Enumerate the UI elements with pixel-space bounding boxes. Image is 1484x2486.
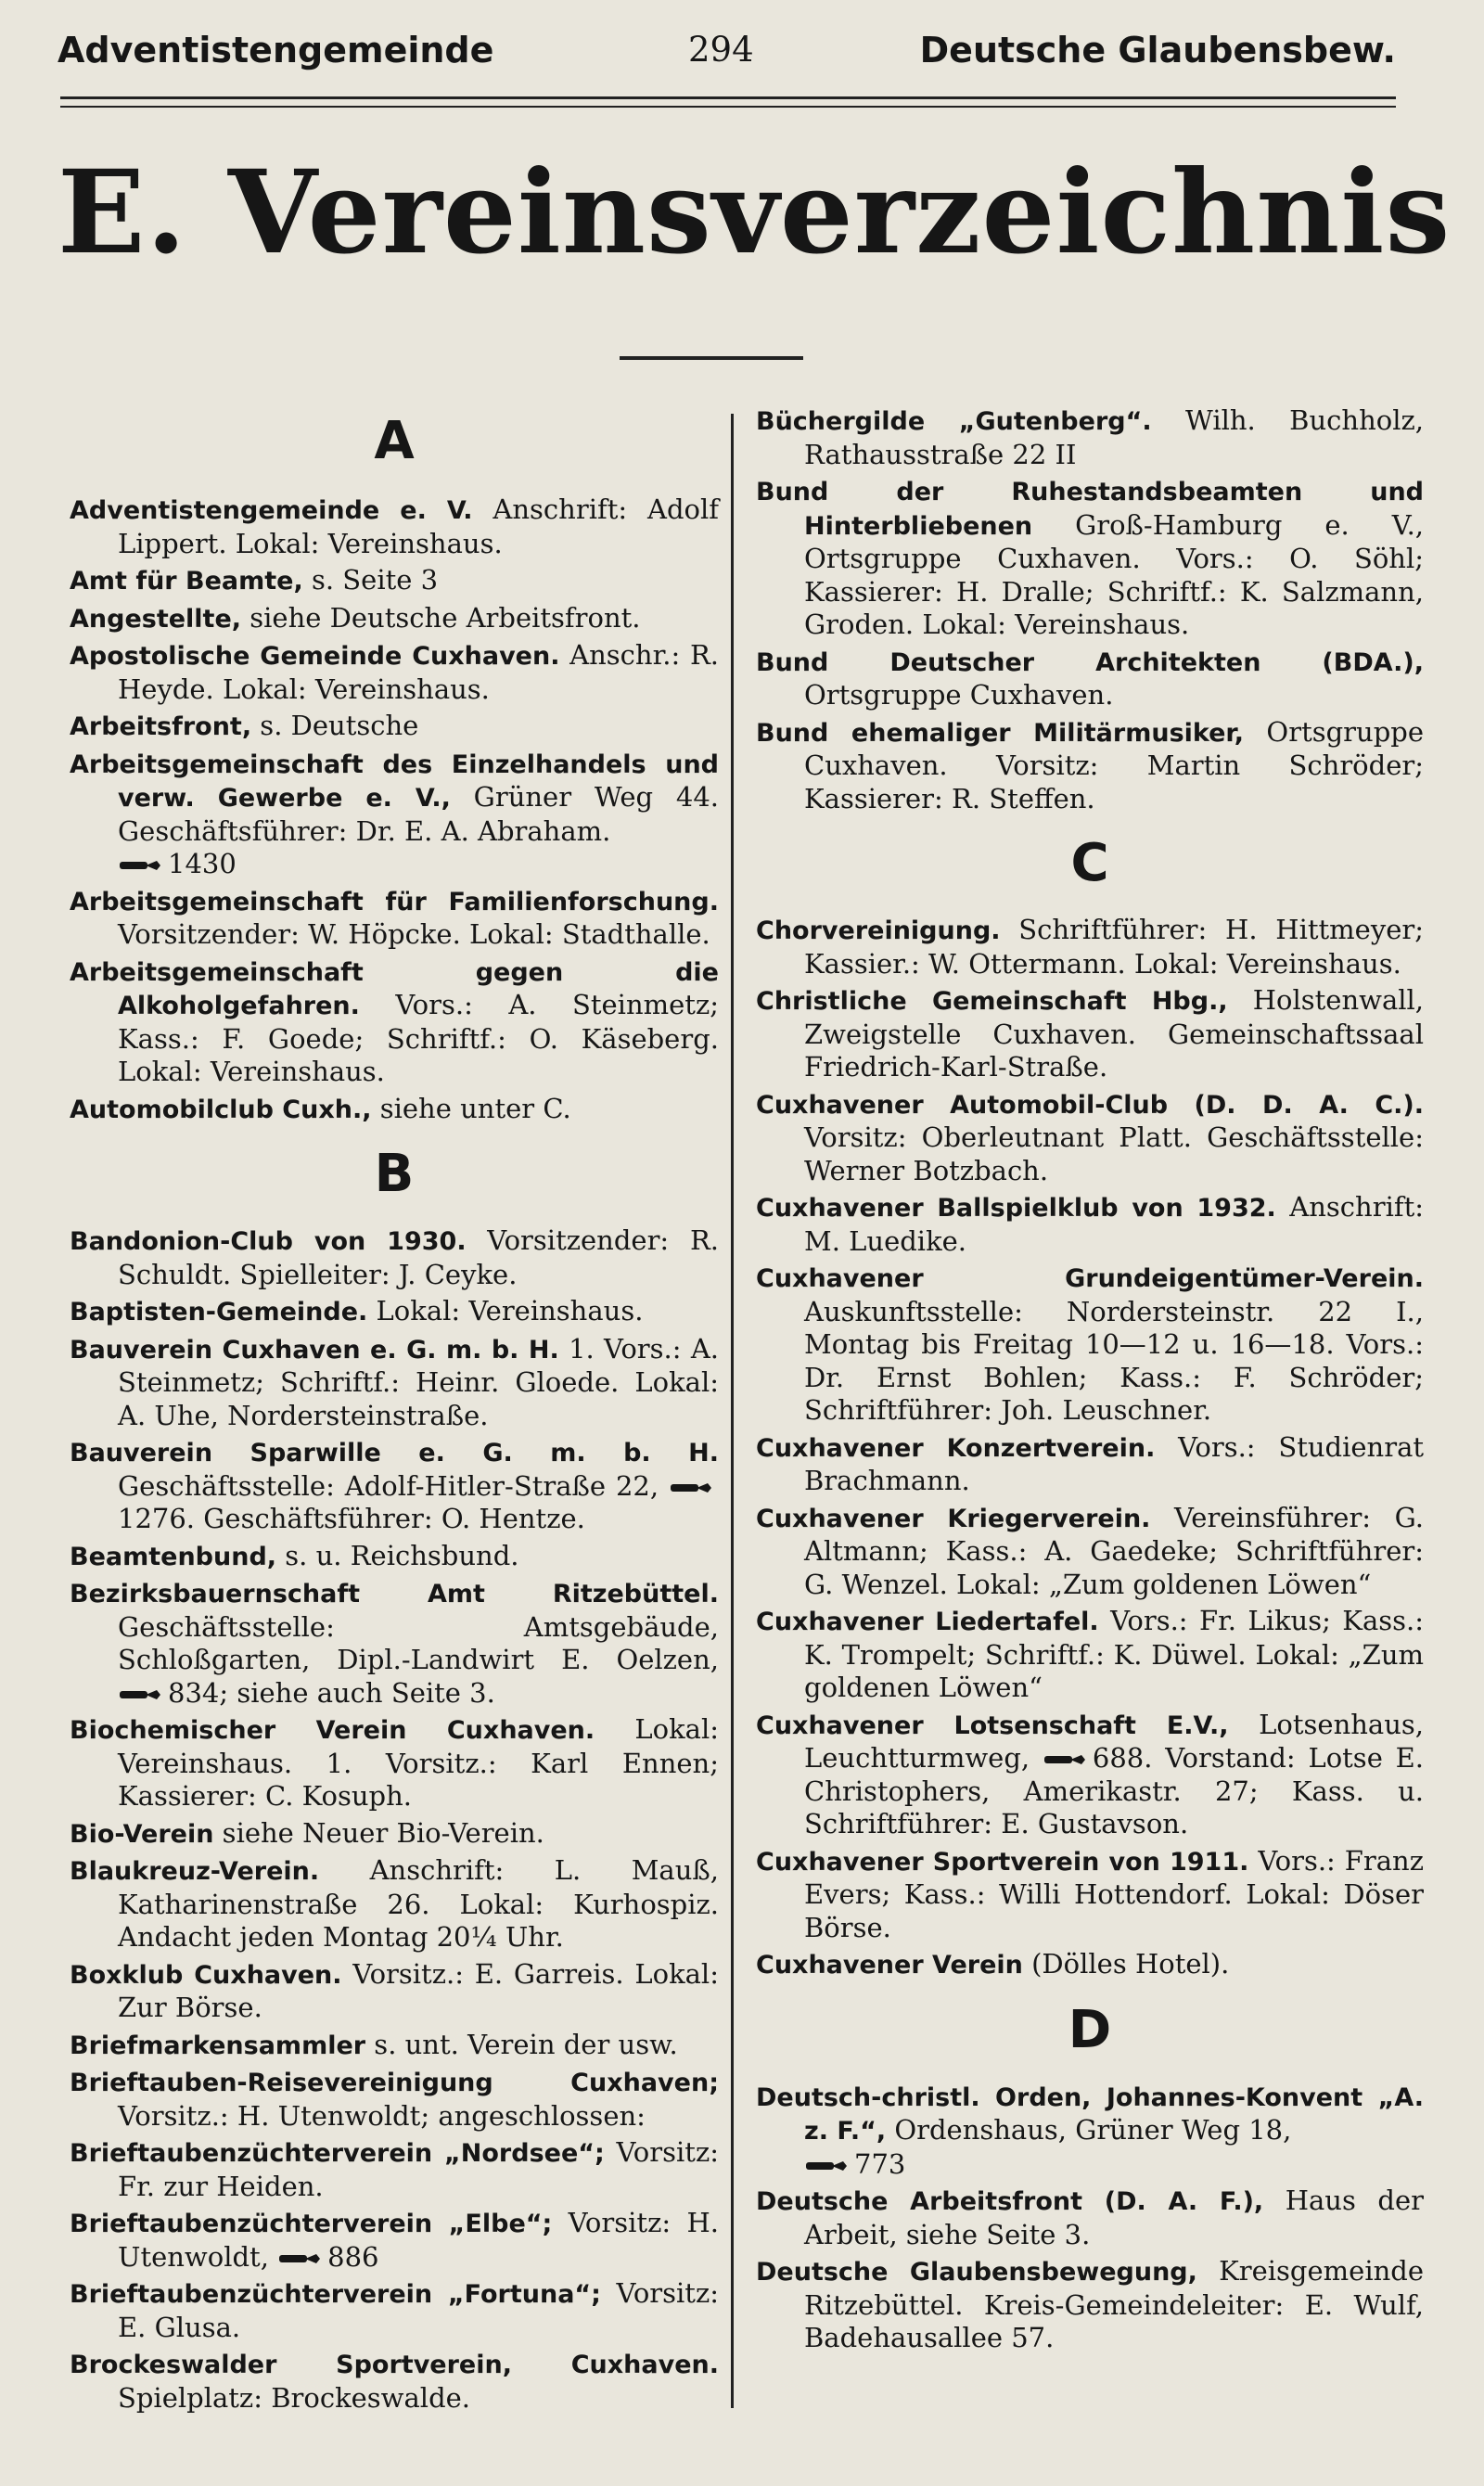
entry-name: Arbeitsgemeinschaft für Familienforschung. xyxy=(70,887,719,916)
entry-text: Geschäftsstelle: Amtsgebäude, Schloßgarten, Dipl.-Landwirt E. Oelzen, xyxy=(118,1610,719,1675)
directory-entry xyxy=(756,2081,1424,2182)
entry-name: Boxklub Cuxhaven. xyxy=(70,1960,342,1990)
directory-entry xyxy=(756,1948,1424,1982)
directory-entry xyxy=(756,404,1424,471)
directory-entry xyxy=(70,2348,719,2415)
directory-entry xyxy=(70,1577,719,1710)
entry-text: Vorsitzender: R. Schuldt. Spielleiter: J. Ceyke. xyxy=(118,1224,719,1290)
directory-entry xyxy=(70,564,719,598)
entry-text: Vorsitz.: H. Utenwoldt; angeschlossen: xyxy=(118,2099,646,2132)
entry-name: Bauverein Cuxhaven e. G. m. b. H. xyxy=(70,1335,559,1365)
header-rule-bottom xyxy=(60,106,1396,108)
directory-entry xyxy=(756,1502,1424,1602)
entry-name: Apostolische Gemeinde Cuxhaven. xyxy=(70,642,560,671)
entry-text: siehe Neuer Bio-Verein. xyxy=(213,1816,544,1849)
directory-entry xyxy=(70,2066,719,2133)
entry-text: Vorsitzender: W. Höpcke. Lokal: Stadthalle. xyxy=(118,918,710,950)
directory-entry xyxy=(70,639,719,706)
directory-entry xyxy=(70,710,719,744)
section-letter: A xyxy=(374,411,415,471)
entry-text: Vorsitz: E. Glusa. xyxy=(118,2277,720,2343)
page-title: E. Vereinsverzeichnis xyxy=(58,146,1452,280)
entry-name: Cuxhavener Ballspielklub von 1932. xyxy=(756,1194,1276,1223)
entry-name: Deutsche Glaubensbewegung, xyxy=(756,2258,1197,2287)
directory-entry xyxy=(70,1958,719,2025)
entry-text: siehe Deutsche Arbeitsfront. xyxy=(241,601,641,634)
running-head-right: Deutsche Glaubensbew. xyxy=(919,30,1396,70)
entry-text: s. unt. Verein der usw. xyxy=(365,2028,678,2060)
entry-name: Bezirksbauernschaft Amt Ritzebüttel. xyxy=(70,1580,719,1608)
entry-text: 1. Vors.: A. Steinmetz; Schriftf.: Heinr. Gloede. Lokal: A. Uhe, Nordersteinstraße. xyxy=(118,1332,719,1431)
directory-entry xyxy=(70,2029,719,2063)
directory-entry xyxy=(70,1817,719,1852)
directory-entry xyxy=(70,955,719,1089)
entry-text: s. Deutsche xyxy=(251,710,419,741)
entry-name: Briefmarkensammler xyxy=(70,2031,366,2060)
entry-name: Deutsch-christl. Orden, Johannes-Konvent „A. z. F.“, xyxy=(756,2082,1424,2146)
directory-entry xyxy=(756,475,1424,642)
phone-number: 1276. xyxy=(118,1503,196,1534)
entry-name: Automobilclub Cuxh., xyxy=(70,1095,372,1124)
entry-name: Cuxhavener Grundeigentümer-Verein. xyxy=(756,1264,1424,1293)
phone-number: 834; xyxy=(168,1676,229,1709)
directory-entry xyxy=(70,1093,719,1127)
entry-text: s. Seite 3 xyxy=(302,564,439,596)
section-letter: D xyxy=(1068,1999,1112,2060)
entry-text: Spielplatz: Brockeswalde. xyxy=(118,2381,471,2414)
entry-name: Brieftauben-Reisevereinigung Cuxhaven; xyxy=(70,2069,719,2097)
entry-text: Anschrift: M. Luedike. xyxy=(804,1191,1425,1257)
entry-text: Lokal: Vereinshaus. 1. Vorsitz.: Karl Ennen; Kassierer: C. Kosuph. xyxy=(118,1713,719,1812)
directory-entry xyxy=(756,1088,1424,1188)
directory-entry xyxy=(756,1191,1424,1258)
entry-name: Arbeitsgemeinschaft des Einzelhandels und verw. Gewerbe e. V., xyxy=(70,750,719,813)
entry-name: Arbeitsgemeinschaft gegen die Alkoholgefahren. xyxy=(70,957,719,1020)
directory-entry xyxy=(756,984,1424,1084)
running-head xyxy=(58,30,1396,78)
directory-entry xyxy=(756,716,1424,816)
entry-name: Bandonion-Club von 1930. xyxy=(70,1227,467,1256)
directory-entry xyxy=(756,1431,1424,1498)
entry-name: Bund der Ruhestandsbeamten und Hinterbliebenen xyxy=(756,478,1424,541)
entry-text: Vorsitz: Fr. zur Heiden. xyxy=(118,2136,719,2202)
entry-name: Bund Deutscher Architekten (BDA.), xyxy=(756,647,1424,677)
entry-name: Beamtenbund, xyxy=(70,1542,277,1571)
entry-text: Holstenwall, Zweigstelle Cuxhaven. Gemeinschaftssaal Friedrich-Karl-Straße. xyxy=(804,984,1425,1083)
running-head-left: Adventistengemeinde xyxy=(58,30,494,70)
directory-entry xyxy=(70,748,719,881)
entry-text-after: Vorstand: Lotse E. Christophers, Amerikastr. 27; Kass. u. Schriftführer: E. Gustavson. xyxy=(804,1742,1424,1839)
entry-name: Cuxhavener Automobil-Club (D. D. A. C.). xyxy=(756,1090,1424,1120)
directory-entry xyxy=(70,1436,719,1536)
entry-name: Baptisten-Gemeinde. xyxy=(70,1298,368,1326)
entry-text: Groß-Hamburg e. V., Ortsgruppe Cuxhaven. Vors.: O. Söhl; Kassierer: H. Dralle; Schriftf.: K. Salzmann, Groden. Lokal: Vereinshaus. xyxy=(804,508,1424,640)
entry-text: Vors.: Studienrat Brachmann. xyxy=(804,1430,1425,1496)
entry-name: Amt für Beamte, xyxy=(70,567,303,596)
entry-name: Christliche Gemeinschaft Hbg., xyxy=(756,987,1228,1016)
directory-entry xyxy=(70,1713,719,1813)
entry-text: Wilh. Buchholz, Rathausstraße 22 II xyxy=(804,404,1424,470)
entry-text: Haus der Arbeit, siehe Seite 3. xyxy=(804,2185,1424,2250)
directory-entry xyxy=(70,2277,719,2344)
entry-text: Lokal: Vereinshaus. xyxy=(367,1295,644,1326)
entry-name: Biochemischer Verein Cuxhaven. xyxy=(70,1716,595,1745)
page-number: 294 xyxy=(688,30,754,70)
directory-entry xyxy=(70,1540,719,1574)
telephone-icon xyxy=(118,1687,162,1702)
entry-name: Brieftaubenzüchterverein „Elbe“; xyxy=(70,2210,553,2238)
entry-name: Bauverein Sparwille e. G. m. b. H. xyxy=(70,1439,719,1467)
directory-entry xyxy=(756,1709,1424,1841)
entry-text: Anschrift: Adolf Lippert. Lokal: Vereinshaus. xyxy=(118,493,719,559)
phone-number: 773 xyxy=(854,2147,906,2180)
telephone-icon xyxy=(1043,1752,1087,1767)
entry-text: Ortsgruppe Cuxhaven. Vorsitz: Martin Schröder; Kassierer: R. Steffen. xyxy=(804,715,1424,814)
right-column xyxy=(756,404,1424,2359)
entry-text: Anschr.: R. Heyde. Lokal: Vereinshaus. xyxy=(118,639,719,705)
directory-entry xyxy=(70,602,719,636)
directory-entry xyxy=(70,1333,719,1433)
entry-name: Cuxhavener Liedertafel. xyxy=(756,1608,1099,1636)
entry-text: Ortsgruppe Cuxhaven. xyxy=(804,679,1114,711)
entry-text-after: Geschäftsführer: O. Hentze. xyxy=(195,1503,585,1534)
entry-name: Cuxhavener Kriegerverein. xyxy=(756,1504,1151,1533)
directory-entry xyxy=(70,493,719,560)
entry-text: Vorsitz: H. Utenwoldt, xyxy=(118,2207,719,2273)
entry-text: Kreisgemeinde Ritzebüttel. Kreis-Gemeindeleiter: E. Wulf, Badehausallee 57. xyxy=(804,2255,1424,2353)
entry-name: Brieftaubenzüchterverein „Fortuna“; xyxy=(70,2280,601,2309)
entry-text-after: siehe auch Seite 3. xyxy=(228,1676,495,1709)
entry-text: Anschrift: L. Mauß, Katharinenstraße 26. Lokal: Kurhospiz. Andacht jeden Montag 20¼ Uhr. xyxy=(118,1854,719,1953)
entry-text: Schriftführer: H. Hittmeyer; Kassier.: W. Ottermann. Lokal: Vereinshaus. xyxy=(804,914,1424,980)
telephone-icon xyxy=(669,1480,713,1495)
entry-text: Vorsitz.: E. Garreis. Lokal: Zur Börse. xyxy=(118,1957,719,2023)
entry-text: Vors.: A. Steinmetz; Kass.: F. Goede; Schriftf.: O. Käseberg. Lokal: Vereinshaus. xyxy=(118,989,719,1087)
entry-name: Adventistengemeinde e. V. xyxy=(70,496,473,525)
directory-entry xyxy=(756,914,1424,980)
phone-number: 688. xyxy=(1092,1742,1153,1774)
entry-name: Brieftaubenzüchterverein „Nordsee“; xyxy=(70,2139,605,2168)
directory-entry xyxy=(756,2255,1424,2355)
directory-entry xyxy=(756,1845,1424,1945)
directory-entry xyxy=(70,2136,719,2203)
entry-name: Deutsche Arbeitsfront (D. A. F.), xyxy=(756,2187,1264,2216)
entry-text: Lotsenhaus, Leuchtturmweg, xyxy=(804,1708,1424,1774)
column-divider xyxy=(731,414,734,2408)
directory-entry xyxy=(756,1605,1424,1705)
directory-entry xyxy=(756,2185,1424,2251)
entry-text: siehe unter C. xyxy=(371,1092,571,1124)
directory-entry xyxy=(70,1224,719,1291)
entry-name: Bund ehemaliger Militärmusiker, xyxy=(756,718,1245,748)
entry-text: Vorsitz: Oberleutnant Platt. Geschäftsstelle: Werner Botzbach. xyxy=(804,1121,1424,1186)
title-rule xyxy=(620,356,803,360)
entry-name: Cuxhavener Konzertverein. xyxy=(756,1433,1156,1463)
left-column xyxy=(70,404,719,2418)
entry-name: Blaukreuz-Verein. xyxy=(70,1857,320,1886)
directory-entry xyxy=(756,1262,1424,1428)
phone-number: 886 xyxy=(327,2240,379,2273)
entry-name: Brockeswalder Sportverein, Cuxhaven. xyxy=(70,2351,719,2379)
entry-text: Geschäftsstelle: Adolf-Hitler-Straße 22, xyxy=(118,1469,659,1502)
entry-text: Vors.: Franz Evers; Kass.: Willi Hottendorf. Lokal: Döser Börse. xyxy=(804,1844,1424,1943)
directory-entry xyxy=(70,1295,719,1329)
section-letter: B xyxy=(374,1144,415,1204)
entry-name: Arbeitsfront, xyxy=(70,712,252,741)
telephone-icon xyxy=(277,2251,322,2266)
directory-entry xyxy=(70,2207,719,2274)
entry-text: Vors.: Fr. Likus; Kass.: K. Trompelt; Schriftf.: K. Düwel. Lokal: „Zum goldenen Löwen“ xyxy=(804,1605,1424,1703)
entry-name: Chorvereinigung. xyxy=(756,916,1001,945)
entry-text: (Dölles Hotel). xyxy=(1022,1948,1230,1980)
entry-text: s. u. Reichsbund. xyxy=(276,1539,519,1571)
phone-number: 1430 xyxy=(168,848,237,879)
header-rule-top xyxy=(60,96,1396,99)
entry-name: Cuxhavener Lotsenschaft E.V., xyxy=(756,1711,1229,1740)
directory-entry xyxy=(70,1854,719,1954)
directory-entry xyxy=(70,885,719,952)
telephone-icon xyxy=(118,858,162,873)
entry-text: Grüner Weg 44. Geschäftsführer: Dr. E. A. Abraham. xyxy=(118,781,719,847)
entry-name: Cuxhavener Verein xyxy=(756,1951,1023,1980)
entry-text: Auskunftsstelle: Nordersteinstr. 22 I., Montag bis Freitag 10—12 u. 16—18. Vors.: Dr. Ernst Bohlen; Kass.: F. Schröder; Schriftführer: Joh. Leuschner. xyxy=(804,1295,1424,1426)
directory-entry xyxy=(756,646,1424,712)
entry-text: Vereinsführer: G. Altmann; Kass.: A. Gaedeke; Schriftführer: G. Wenzel. Lokal: „Zum goldenen Löwen“ xyxy=(804,1501,1424,1600)
entry-name: Büchergilde „Gutenberg“. xyxy=(756,407,1152,436)
section-letter: C xyxy=(1070,833,1109,893)
entry-name: Cuxhavener Sportverein von 1911. xyxy=(756,1847,1249,1877)
entry-name: Angestellte, xyxy=(70,604,242,634)
entry-text: Ordenshaus, Grüner Weg 18, xyxy=(886,2114,1292,2146)
entry-name: Bio-Verein xyxy=(70,1819,214,1849)
telephone-icon xyxy=(804,2159,849,2173)
